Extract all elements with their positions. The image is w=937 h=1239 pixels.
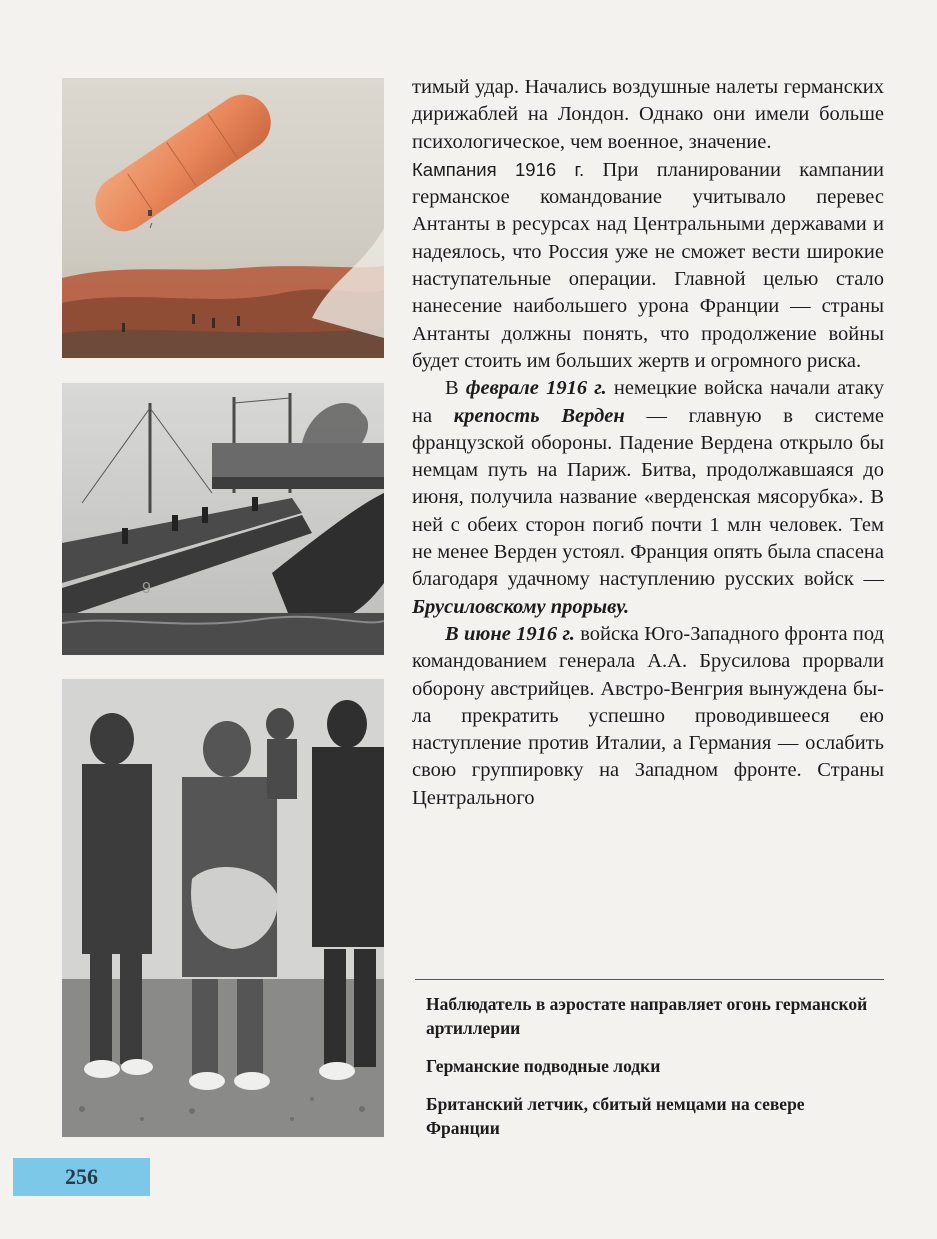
term-february-1916: феврале 1916 г. <box>465 377 607 400</box>
paragraph-zeppelin-raids: тимый удар. Начались воздушные налеты германских дирижаблей на Лондон. Однако они имели больше психологическое, чем военное, значение. <box>412 76 884 153</box>
pilot-image <box>62 679 384 1137</box>
caption-submarines: Германские подводные лодки <box>426 1056 661 1076</box>
text-run: войска Юго-Западного фронта под командованием генерала А.А. Брусилова прорвали оборону австрийцев. Австро-Венгрия вынуждена была прекратить успешно проводившееся ею наступление против Италии, а Германия — ослабить свою группировку на Западном фронте. Страны Центрального <box>412 622 884 809</box>
paragraph-campaign-1916 <box>412 156 884 375</box>
balloon-image <box>62 78 384 358</box>
text-run: немецкие войска начали атаку на <box>412 377 884 427</box>
term-verdun-fortress: крепость Верден <box>453 404 625 427</box>
svg-text:9: 9 <box>142 580 151 597</box>
main-text-column <box>412 74 884 812</box>
photo-captions <box>426 992 876 1154</box>
paragraph-campaign-1916-text: При планировании кампании германское командование учитывало перевес Антанты в ресурсах над Центральными державами и надеялось, что Россия уже не сможет вести широкие наступательные операции. Главной целью стало нанесение наибольшего урона Франции — страны Антанты должны понять, что продолжение войны будет стоить им больших жертв и огромного риска. <box>412 158 884 372</box>
balloon-illustration <box>62 78 384 358</box>
page-number-badge: 256 <box>13 1158 150 1196</box>
text-run: В <box>445 377 466 400</box>
caption-pilot: Британский летчик, сбитый немцами на севере Франции <box>426 1094 805 1138</box>
caption-divider <box>415 979 884 980</box>
section-heading-campaign-1916: Кампания 1916 г. <box>412 158 585 180</box>
submarines-image <box>62 383 384 655</box>
submarines-photo <box>62 383 384 655</box>
pilot-photo <box>62 679 384 1137</box>
term-brusilov-offensive: Брусиловскому прорыву. <box>412 595 630 618</box>
term-june-1916: В июне 1916 г. <box>445 622 575 645</box>
text-run: — главную в системе французской обороны. Падение Вердена открыло бы немцам путь на Париж. Битва, продолжавшаяся до июня, получила название «верденская мясорубка». В ней с обеих сторон погиб почти 1 млн человек. Тем не менее Верден устоял. Франция опять была спасена благодаря удачному наступлению русских войск — <box>412 404 884 591</box>
paragraph-june-1916 <box>412 621 884 812</box>
caption-balloon: Наблюдатель в аэростате направляет огонь германской артиллерии <box>426 994 868 1038</box>
paragraph-verdun <box>412 375 884 621</box>
